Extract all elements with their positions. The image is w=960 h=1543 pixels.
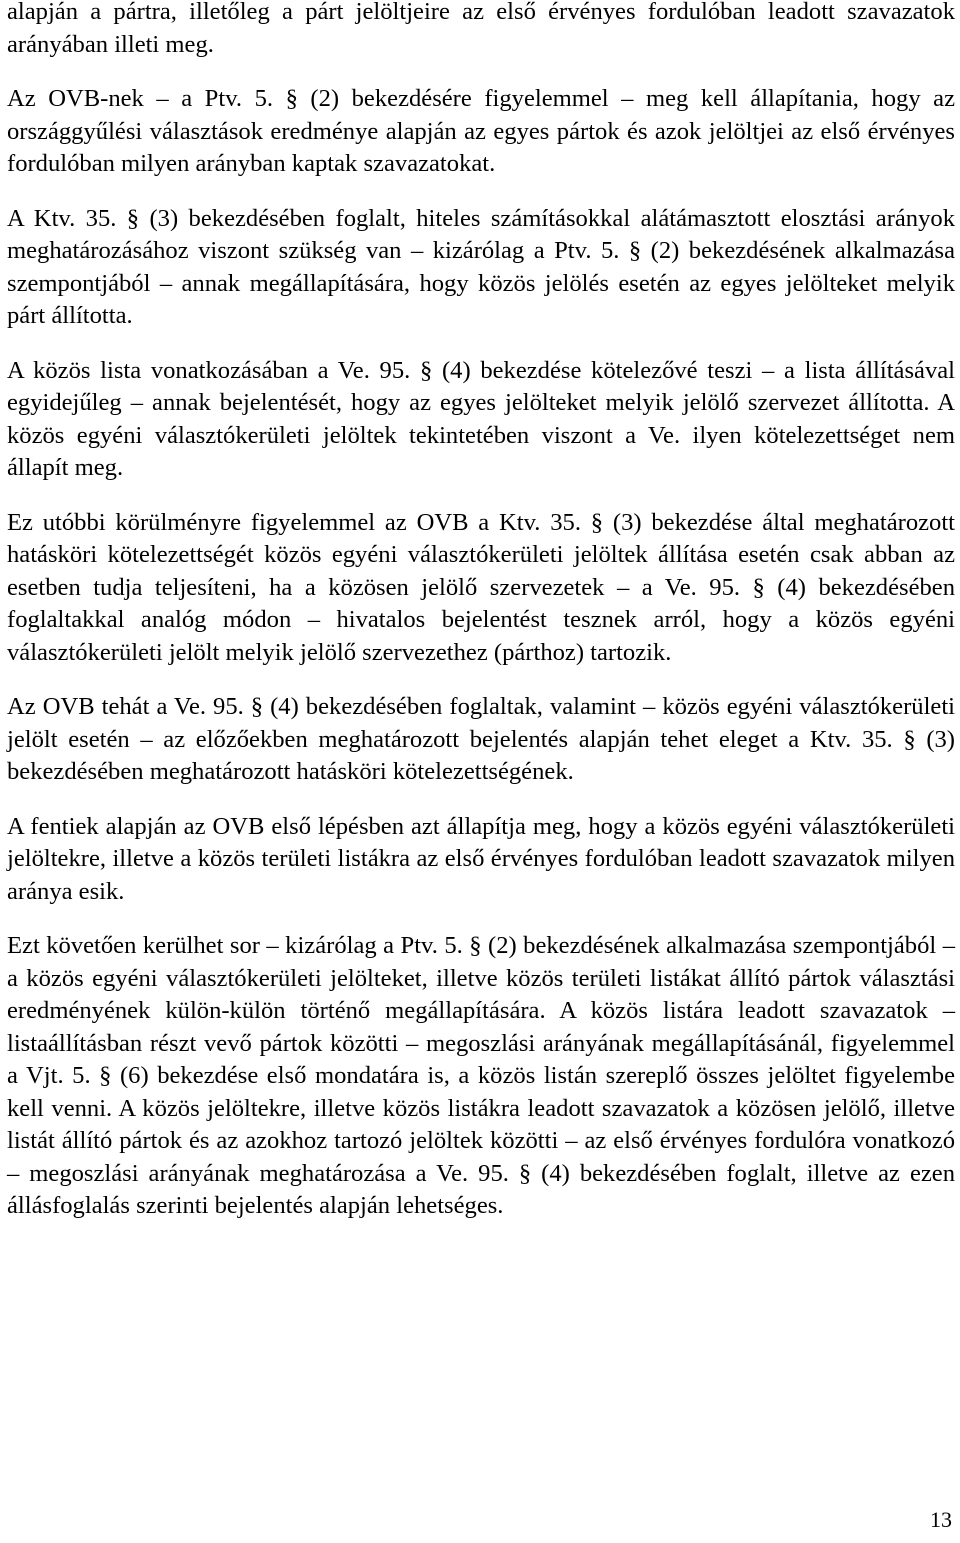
paragraph-7: A fentiek alapján az OVB első lépésben azt állapítja meg, hogy a közös egyéni választókerületi jelöltekre, illetve a közös területi listákra az első érvényes fordulóban leadott szavazatok milyen aránya esik.: [7, 812, 955, 905]
paragraph-8: Ezt követően kerülhet sor – kizárólag a Ptv. 5. § (2) bekezdésének alkalmazása szempontjából – a közös egyéni választókerületi jelölteket, illetve közös területi listákat állító pártok választási eredményének külön-külön történő megállapítására. A közös listára leadott szavazatok – listaállításban részt vevő pártok közötti – megoszlási arányának megállapításánál, figyelemmel a Vjt. 5. § (6) bekezdése első mondatára is, a közös listán szereplő összes jelöltet figyelembe kell venni. A közös jelöltekre, illetve közös listákra leadott szavazatok a közösen jelölő, illetve listát állító pártok és az azokhoz tartozó jelöltek közötti – az első érvényes fordulóra vonatkozó – megoszlási arányának meghatározása a Ve. 95. § (4) bekezdésében foglalt, illetve az ezen állásfoglalás szerinti bejelentés alapján lehetséges.: [7, 932, 955, 1219]
paragraph-5: Ez utóbbi körülményre figyelemmel az OVB a Ktv. 35. § (3) bekezdése által meghatározott hatásköri kötelezettségét közös egyéni választókerületi jelöltek állítása esetén csak abban az esetben tudja teljesíteni, ha a közösen jelölő szervezetek – a Ve. 95. § (4) bekezdésében foglaltakkal analóg módon – hivatalos bejelentést tesznek arról, hogy a közös egyéni választókerületi jelölt melyik jelölő szervezethez (párthoz) tartozik.: [7, 508, 955, 666]
paragraph-1: alapján a pártra, illetőleg a párt jelöltjeire az első érvényes fordulóban leadott szavazatok arányában illeti meg.: [7, 0, 955, 58]
page-number: 13: [930, 1507, 952, 1532]
document-page: [7, 0, 955, 1245]
paragraph-6: Az OVB tehát a Ve. 95. § (4) bekezdésében foglaltak, valamint – közös egyéni választókerületi jelölt esetén – az előzőekben meghatározott bejelentés alapján tehet eleget a Ktv. 35. § (3) bekezdésében meghatározott hatásköri kötelezettségének.: [7, 693, 955, 785]
paragraph-2: Az OVB-nek – a Ptv. 5. § (2) bekezdésére figyelemmel – meg kell állapítania, hogy az országgyűlési választások eredménye alapján az egyes pártok és azok jelöltjei az első érvényes fordulóban milyen arányban kaptak szavazatokat.: [7, 85, 955, 177]
paragraph-4: A közös lista vonatkozásában a Ve. 95. § (4) bekezdése kötelezővé teszi – a lista állításával egyidejűleg – annak bejelentését, hogy az egyes jelölteket melyik jelölő szervezet állította. A közös egyéni választókerületi jelöltek tekintetében viszont a Ve. ilyen kötelezettséget nem állapít meg.: [7, 356, 955, 481]
paragraph-3: A Ktv. 35. § (3) bekezdésében foglalt, hiteles számításokkal alátámasztott elosztási arányok meghatározásához viszont szükség van – kizárólag a Ptv. 5. § (2) bekezdésének alkalmazása szempontjából – annak megállapítására, hogy közös jelölés esetén az egyes jelölteket melyik párt állította.: [7, 204, 955, 329]
